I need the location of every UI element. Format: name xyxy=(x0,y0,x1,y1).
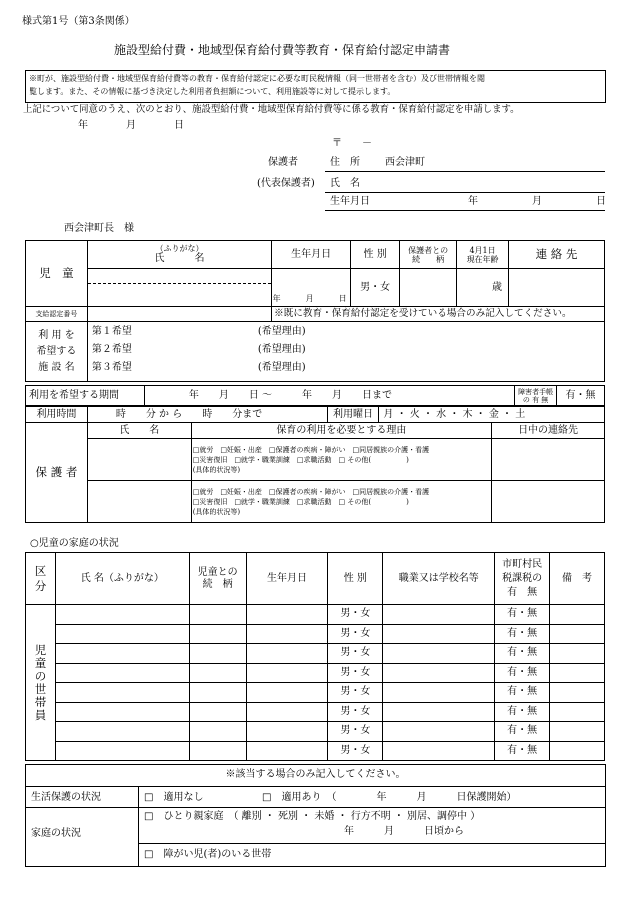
family-member-row xyxy=(26,605,605,625)
single-parent-option[interactable]: □ ひとり親家庭 （ 離別 ・ 死別 ・ 未婚 ・ 行方不明 ・ 別居、調停中 ） xyxy=(144,811,481,822)
welfare-option-applied[interactable]: □ 適用あり （ 年 月 日保護開始） xyxy=(262,792,517,803)
member-name-field[interactable] xyxy=(55,605,189,625)
birth-label: 生年月日 xyxy=(330,196,370,207)
member-birth-field[interactable] xyxy=(246,722,328,742)
family-member-row xyxy=(26,624,605,644)
member-job-header: 職業又は学校名等 xyxy=(383,553,495,605)
consent-notice: ※町が、施設型給付費・地域型保育給付費等の教育・保育給付認定に必要な町民税情報（同一世帯者を含む）及び世帯情報を閲 覧します。また、その情報に基づき決定した利用者負担額について、利用施設等に対して提示します。 xyxy=(25,70,606,103)
member-job-field[interactable] xyxy=(383,663,495,683)
age-header: 4月1日 現在年齢 xyxy=(457,241,509,269)
guardian-name-field[interactable] xyxy=(376,176,604,190)
guardian-1-name-field[interactable] xyxy=(87,439,191,481)
cert-note: ※既に教育・保育給付認定を受けている場合のみ記入してください。 xyxy=(272,307,605,322)
relation-header: 保護者との 続 柄 xyxy=(400,241,457,269)
period-label: 利用を希望する期間 xyxy=(26,386,145,406)
child-row-label: 児 童 xyxy=(26,241,88,307)
member-sex-field[interactable]: 男・女 xyxy=(328,722,383,742)
member-note-field[interactable] xyxy=(550,624,605,644)
daytime-contact-header: 日中の連絡先 xyxy=(492,423,605,439)
applicable-note: ※該当する場合のみ記入してください。 xyxy=(225,769,406,780)
household-label: 家庭の状況 xyxy=(31,828,81,839)
member-note-field[interactable] xyxy=(550,605,605,625)
member-name-field[interactable] xyxy=(55,722,189,742)
facility-choice-1[interactable]: 第１希望 xyxy=(91,326,132,337)
member-birth-field[interactable] xyxy=(246,741,328,761)
family-heading: ○児童の家庭の状況 xyxy=(30,538,119,549)
facility-reason-2[interactable]: (希望理由) xyxy=(257,344,306,355)
member-note-field[interactable] xyxy=(550,683,605,703)
member-relation-field[interactable] xyxy=(189,605,246,625)
member-tax-header: 市町村民 税課税の 有 無 xyxy=(495,553,550,605)
side-char: 員 xyxy=(34,707,47,722)
child-sex-header: 性 別 xyxy=(351,241,400,269)
member-birth-field[interactable] xyxy=(246,683,328,703)
member-name-field[interactable] xyxy=(55,702,189,722)
member-tax-field[interactable]: 有・無 xyxy=(495,702,550,722)
side-char: 児 xyxy=(34,642,47,657)
member-relation-field[interactable] xyxy=(189,702,246,722)
period-table xyxy=(25,385,605,406)
member-tax-field[interactable]: 有・無 xyxy=(495,741,550,761)
handicap-label: 障害者手帳 の 有 無 xyxy=(515,386,557,406)
facility-choices xyxy=(87,322,604,382)
member-relation-field[interactable] xyxy=(189,741,246,761)
member-relation-field[interactable] xyxy=(189,644,246,664)
contact-header: 連 絡 先 xyxy=(509,241,605,269)
member-birth-header: 生年月日 xyxy=(246,553,328,605)
reason-header: 保育の利用を必要とする理由 xyxy=(191,423,491,439)
address-value[interactable]: 西会津町 xyxy=(385,157,425,168)
member-note-field[interactable] xyxy=(550,741,605,761)
child-birth-field[interactable]: 年 月 日 xyxy=(272,269,351,307)
addressee: 西会津町長 様 xyxy=(64,223,134,234)
child-name-header: （ふりがな） 氏 名 xyxy=(87,241,271,269)
contact-field[interactable] xyxy=(509,269,605,307)
member-sex-field[interactable]: 男・女 xyxy=(328,605,383,625)
name-label: 氏 名 xyxy=(330,178,360,189)
relation-field[interactable] xyxy=(400,269,457,307)
member-name-field[interactable] xyxy=(55,683,189,703)
child-sex-field[interactable]: 男・女 xyxy=(351,269,400,307)
member-note-field[interactable] xyxy=(550,702,605,722)
side-char: 童 xyxy=(34,655,47,670)
disabled-member-option[interactable]: □ 障がい児(者)のいる世帯 xyxy=(144,849,272,860)
age-field[interactable]: 歳 xyxy=(457,269,509,307)
family-member-row xyxy=(26,741,605,761)
member-sex-field[interactable]: 男・女 xyxy=(328,663,383,683)
family-member-row xyxy=(26,644,605,664)
member-name-field[interactable] xyxy=(55,741,189,761)
usage-days-value[interactable]: 月 ・ 火 ・ 水 ・ 木 ・ 金 ・ 土 xyxy=(379,407,605,423)
member-name-field[interactable] xyxy=(55,644,189,664)
family-table xyxy=(25,552,605,761)
member-note-header: 備 考 xyxy=(550,553,605,605)
usage-time-value[interactable]: 時 分 か ら 時 分まで xyxy=(87,407,327,423)
period-value[interactable]: 年 月 日 ～ 年 月 日まで xyxy=(144,386,514,406)
address-label: 住 所 xyxy=(330,157,360,168)
member-job-field[interactable] xyxy=(383,644,495,664)
side-char: 世 xyxy=(34,681,47,696)
member-job-field[interactable] xyxy=(383,624,495,644)
member-job-field[interactable] xyxy=(383,722,495,742)
member-sex-field[interactable]: 男・女 xyxy=(328,683,383,703)
member-tax-field[interactable]: 有・無 xyxy=(495,663,550,683)
member-sex-field[interactable]: 男・女 xyxy=(328,624,383,644)
page-title: 施設型給付費・地域型保育給付費等教育・保育給付認定申請書 xyxy=(114,43,451,57)
child-name-field[interactable] xyxy=(87,269,271,307)
guardian-reason-table xyxy=(25,422,605,523)
household-members-label xyxy=(26,605,56,761)
guardian-1-contact-field[interactable] xyxy=(492,439,605,481)
kubun-header: 区分 xyxy=(26,553,56,605)
guardian-2-name-field[interactable] xyxy=(87,481,191,523)
guardian-section-label: 保 護 者 xyxy=(26,423,88,523)
member-sex-header: 性 別 xyxy=(328,553,383,605)
member-job-field[interactable] xyxy=(383,683,495,703)
usage-days-label: 利用曜日 xyxy=(327,407,379,423)
child-info-table xyxy=(25,240,605,382)
side-char: 帯 xyxy=(34,694,47,709)
facility-choice-2[interactable]: 第２希望 xyxy=(91,344,132,355)
member-relation-field[interactable] xyxy=(189,624,246,644)
member-note-field[interactable] xyxy=(550,644,605,664)
facility-reason-3[interactable]: (希望理由) xyxy=(257,362,306,373)
family-member-row xyxy=(26,702,605,722)
representative-label: (代表保護者) xyxy=(257,178,315,189)
side-char: の xyxy=(34,668,47,683)
intro-text: 上記について同意のうえ、次のとおり、施設型給付費・地域型保育給付費等に係る教育・保育給付認定を申請します。 xyxy=(23,104,520,115)
guardian-2-contact-field[interactable] xyxy=(492,481,605,523)
child-birth-header: 生年月日 xyxy=(272,241,351,269)
member-tax-field[interactable]: 有・無 xyxy=(495,605,550,625)
member-sex-field[interactable]: 男・女 xyxy=(328,644,383,664)
member-birth-field[interactable] xyxy=(246,702,328,722)
usage-time-label: 利用時間 xyxy=(26,407,88,423)
welfare-label: 生活保護の状況 xyxy=(31,792,101,803)
member-relation-field[interactable] xyxy=(189,722,246,742)
member-job-field[interactable] xyxy=(383,741,495,761)
single-parent-since[interactable]: 年 月 日頃から xyxy=(344,826,464,837)
guardian-name-header: 氏 名 xyxy=(87,423,191,439)
member-note-field[interactable] xyxy=(550,722,605,742)
guardian-2-reason[interactable]: □就労 □妊娠・出産 □保護者の疾病・障がい □同居親族の介護・看護 □災害復旧 □就学・職業訓練 □求職活動 □ その他( ) (具体的状況等) xyxy=(191,481,491,523)
member-birth-field[interactable] xyxy=(246,644,328,664)
member-tax-field[interactable]: 有・無 xyxy=(495,683,550,703)
application-date: 年 月 日 xyxy=(78,120,190,131)
form-number: 様式第1号（第3条関係） xyxy=(22,16,135,27)
member-birth-field[interactable] xyxy=(246,605,328,625)
member-tax-field[interactable]: 有・無 xyxy=(495,624,550,644)
member-sex-field[interactable]: 男・女 xyxy=(328,741,383,761)
member-note-field[interactable] xyxy=(550,663,605,683)
member-birth-field[interactable] xyxy=(246,663,328,683)
situation-box xyxy=(25,764,606,867)
member-tax-field[interactable]: 有・無 xyxy=(495,644,550,664)
cert-number-label: 支給認定番号 xyxy=(26,307,88,322)
postal-code: 〒 － xyxy=(332,138,372,149)
facility-label: 利 用 を 希望する 施 設 名 xyxy=(26,322,88,382)
member-name-field[interactable] xyxy=(55,663,189,683)
member-birth-field[interactable] xyxy=(246,624,328,644)
facility-reason-1[interactable]: (希望理由) xyxy=(257,326,306,337)
member-name-header: 氏 名（ふりがな） xyxy=(55,553,189,605)
family-member-row xyxy=(26,722,605,742)
member-job-field[interactable] xyxy=(383,702,495,722)
member-tax-field[interactable]: 有・無 xyxy=(495,722,550,742)
guardian-birth-date[interactable]: 年 月 日 xyxy=(468,196,612,207)
guardian-1-reason[interactable]: □就労 □妊娠・出産 □保護者の疾病・障がい □同居親族の介護・看護 □災害復旧 □就学・職業訓練 □求職活動 □ その他( ) (具体的状況等) xyxy=(191,439,491,481)
facility-choice-3[interactable]: 第３希望 xyxy=(91,362,132,373)
family-member-row xyxy=(26,683,605,703)
cert-number-field[interactable] xyxy=(87,307,271,322)
member-relation-header: 児童との 続 柄 xyxy=(189,553,246,605)
member-sex-field[interactable]: 男・女 xyxy=(328,702,383,722)
guardian-label: 保護者 xyxy=(268,157,298,168)
member-name-field[interactable] xyxy=(55,624,189,644)
member-relation-field[interactable] xyxy=(189,663,246,683)
welfare-option-none[interactable]: □ 適用なし xyxy=(144,792,204,803)
member-relation-field[interactable] xyxy=(189,683,246,703)
usage-time-table xyxy=(25,406,605,423)
member-job-field[interactable] xyxy=(383,605,495,625)
family-member-row xyxy=(26,663,605,683)
handicap-value[interactable]: 有・無 xyxy=(557,386,605,406)
